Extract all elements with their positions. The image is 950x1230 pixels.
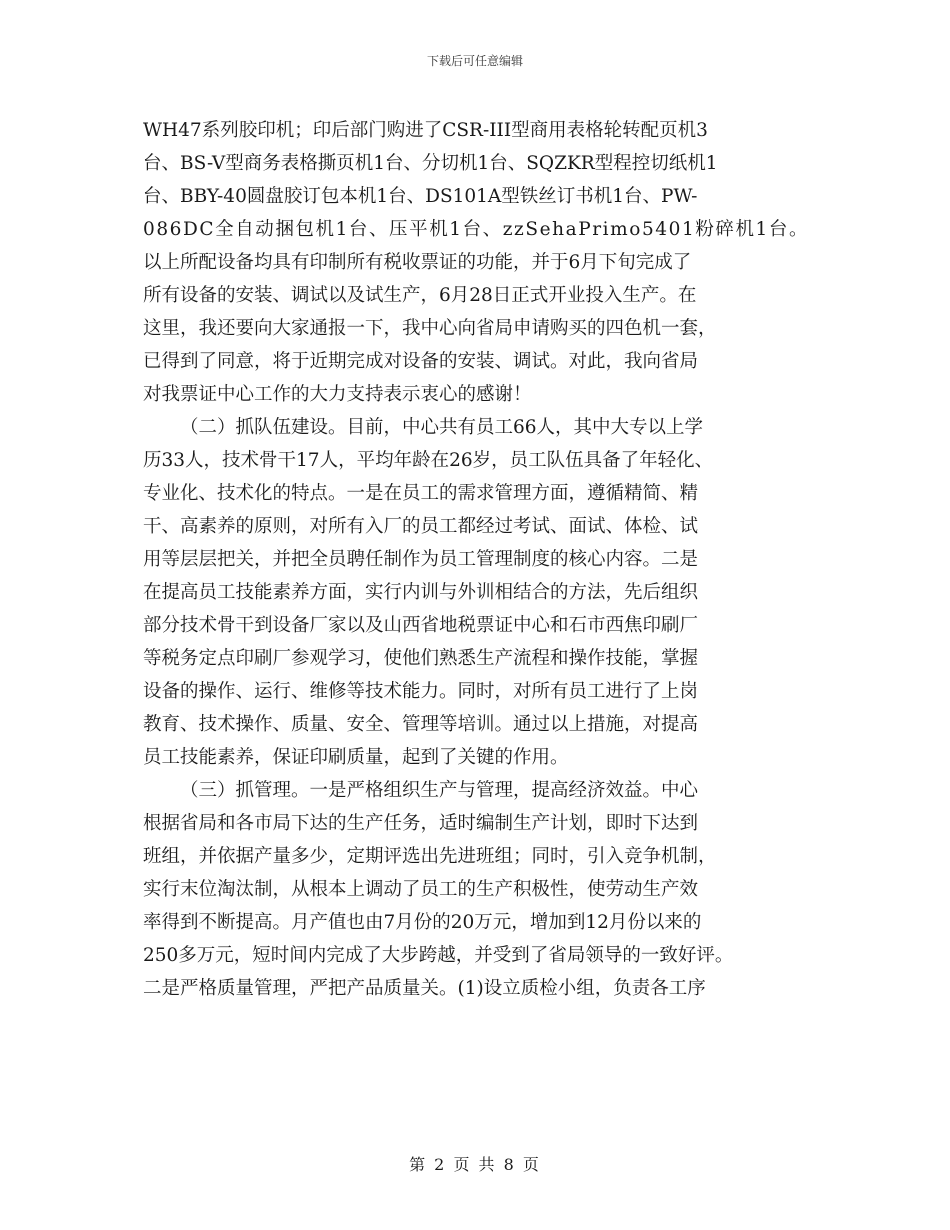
text-line: 实行末位淘汰制，从根本上调动了员工的生产积极性，使劳动生产效 (143, 879, 699, 900)
page-footer: 第 2 页 共 8 页 (409, 1155, 541, 1174)
text-line: 教育、技术操作、质量、安全、管理等培训。通过以上措施，对提高 (143, 714, 699, 735)
text-line: 员工技能素养，保证印刷质量，起到了关键的作用。 (143, 747, 569, 768)
document-body (143, 114, 809, 1005)
text-line: 班组，并依据产量多少，定期评选出先进班组；同时，引入竞争机制， (143, 846, 717, 867)
text-line: 台、BS-V型商务表格撕页机1台、分切机1台、SQZKR型程控切纸机1 (143, 153, 718, 174)
text-line: 250多万元，短时间内完成了大步跨越，并受到了省局领导的一致好评。 (143, 945, 734, 966)
text-line: 专业化、技术化的特点。一是在员工的需求管理方面，遵循精简、精 (143, 483, 699, 504)
text-line: 用等层层把关，并把全员聘任制作为员工管理制度的核心内容。二是 (143, 549, 699, 570)
text-line: 086DC全自动捆包机1台、压平机1台、zzSehaPrimo5401粉碎机1台。 (143, 219, 810, 240)
text-line: 二是严格质量管理，严把产品质量关。(1)设立质检小组，负责各工序 (143, 978, 706, 999)
text-line: 所有设备的安装、调试以及试生产，6月28日正式开业投入生产。在 (143, 285, 697, 306)
text-line: 这里，我还要向大家通报一下，我中心向省局申请购买的四色机一套， (143, 318, 717, 339)
text-line: 干、高素养的原则，对所有入厂的员工都经过考试、面试、体检、试 (143, 516, 699, 537)
text-line: WH47系列胶印机；印后部门购进了CSR-III型商用表格轮转配页机3 (143, 120, 708, 141)
text-line: 设备的操作、运行、维修等技术能力。同时，对所有员工进行了上岗 (143, 681, 699, 702)
text-line: 率得到不断提高。月产值也由7月份的20万元，增加到12月份以来的 (143, 912, 702, 933)
text-line: 根据省局和各市局下达的生产任务，适时编制生产计划，即时下达到 (143, 813, 699, 834)
text-line: 对我票证中心工作的大力支持表示衷心的感谢！ (143, 384, 532, 405)
text-line: 在提高员工技能素养方面，实行内训与外训相结合的方法，先后组织 (143, 582, 699, 603)
page-header: 下载后可任意编辑 (426, 54, 523, 68)
text-line: 等税务定点印刷厂参观学习，使他们熟悉生产流程和操作技能，掌握 (143, 648, 699, 669)
text-line: 已得到了同意，将于近期完成对设备的安装、调试。对此，我向省局 (143, 351, 699, 372)
text-line: （三）抓管理。一是严格组织生产与管理，提高经济效益。中心 (180, 780, 699, 801)
text-line: 部分技术骨干到设备厂家以及山西省地税票证中心和石市西焦印刷厂 (143, 615, 699, 636)
text-line: 以上所配设备均具有印制所有税收票证的功能，并于6月下旬完成了 (143, 252, 692, 273)
text-line: （二）抓队伍建设。目前，中心共有员工66人，其中大专以上学 (180, 417, 704, 438)
text-line: 历33人，技术骨干17人，平均年龄在26岁，员工队伍具备了年轻化、 (143, 450, 714, 471)
text-line: 台、BBY-40圆盘胶订包本机1台、DS101A型铁丝订书机1台、PW- (143, 186, 698, 207)
